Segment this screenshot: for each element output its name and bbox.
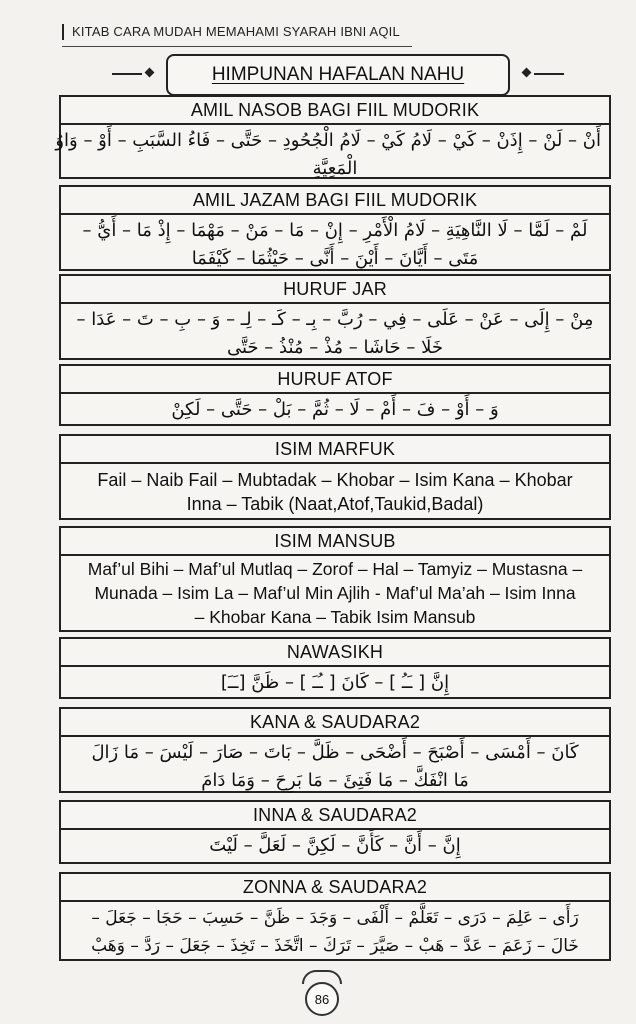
section-heading: HURUF ATOF [61,366,609,394]
header-rule [62,46,412,47]
section-line: مَتَى – أَيَّانَ – أَيْنَ – أَنَّى – حَيْثُمَا – كَيْفَمَا [191,248,479,269]
section-body [55,125,609,183]
section-line: مِنْ – إِلَى – عَنْ – عَلَى – فِي – رُبَّ – بِـ – كَـ – لِـ – وَ – بِ – تَ – عَدَا – [76,309,594,330]
section-amil-jazam [59,185,611,271]
section-body [61,737,609,795]
section-heading: ZONNA & SAUDARA2 [61,874,609,902]
section-body [61,830,609,860]
section-line: الْمَعِيَّةِ [312,158,358,179]
section-line: مَا انْفَكَّ – مَا فَتِئَ – مَا بَرِحَ – وَمَا دَامَ [201,770,469,791]
section-heading: HURUF JAR [61,276,609,304]
section-body [61,464,609,516]
section-line: أَنْ – لَنْ – إِذَنْ – كَيْ – لَامُ كَيْ – لَامُ الْجُحُودِ – حَتَّى – فَاءُ السَّبَبِ – أَوْ – وَاوُ [55,130,601,151]
section-heading: AMIL JAZAM BAGI FIIL MUDORIK [61,187,609,215]
section-heading: ISIM MARFUK [61,436,609,464]
section-line: Inna – Tabik (Naat,Atof,Taukid,Badal) [186,494,484,514]
section-line: Munada – Isim La – Maf’ul Min Ajlih - Maf’ul Ma’ah – Isim Inna [94,583,576,603]
section-line: رَأَى – عَلِمَ – دَرَى – تَعَلَّمْ – أَلْفَى – وَجَدَ – ظَنَّ – حَسِبَ – حَجَا – جَعَلَ – [91,908,579,928]
section-isim-mansub [59,526,611,632]
diamond-left-icon [145,68,155,78]
running-head: KITAB CARA MUDAH MEMAHAMI SYARAH IBNI AQIL [62,24,432,40]
section-line: إِنَّ – أَنَّ – كَأَنَّ – لَكِنَّ – لَعَلَّ – لَيْتَ [209,835,461,856]
section-inna-saudara [59,800,611,864]
section-huruf-jar [59,274,611,360]
section-isim-marfuk [59,434,611,520]
title-line-left [112,73,142,75]
diamond-right-icon [522,68,532,78]
section-line: خَلَا – حَاشَا – مُذْ – مُنْذُ – حَتَّى [227,337,443,358]
section-body [61,667,609,697]
section-line: إِنَّ [ ـَـُ ] – كَانَ [ ـُـَ ] – ظَنَّ [ـَـَ] [220,672,450,693]
section-line: كَانَ – أَمْسَى – أَصْبَحَ – أَضْحَى – ظَلَّ – بَاتَ – صَارَ – لَيْسَ – مَا زَالَ [91,742,579,763]
section-heading: AMIL NASOB BAGI FIIL MUDORIK [61,97,609,125]
section-kana-saudara [59,707,611,793]
title-banner [112,54,564,94]
page-footer [0,968,636,1024]
section-line: وَ – أَوْ – فَ – أَمْ – لَا – ثُمَّ – بَلْ – حَتَّى – لَكِنْ [171,399,499,420]
section-amil-nasob [55,95,611,179]
section-nawasikh [59,637,611,699]
section-heading: KANA & SAUDARA2 [61,709,609,737]
section-huruf-atof [59,364,611,426]
section-body [61,902,609,960]
section-body [61,556,609,629]
section-body [61,394,609,424]
section-heading: ISIM MANSUB [61,528,609,556]
section-line: Maf’ul Bihi – Maf’ul Mutlaq – Zorof – Hal – Tamyiz – Mustasna – [87,559,583,579]
page-title: HIMPUNAN HAFALAN NAHU [211,64,465,85]
title-line-right [534,73,564,75]
section-line: Fail – Naib Fail – Mubtadak – Khobar – Isim Kana – Khobar [97,470,573,490]
section-body [61,215,609,273]
title-box [166,54,510,96]
section-heading: INNA & SAUDARA2 [61,802,609,830]
section-line: – Khobar Kana – Tabik Isim Mansub [194,607,476,627]
section-heading: NAWASIKH [61,639,609,667]
section-line: خَالَ – زَعَمَ – عَدَّ – هَبْ – صَيَّرَ – تَرَكَ – اتَّخَذَ – تَخِذَ – جَعَلَ – رَدَّ – وَهَبْ [91,936,579,956]
section-body [61,304,609,362]
section-zonna-saudara [59,872,611,961]
section-line: لَمْ – لَمَّا – لَا النَّاهِيَةِ – لَامُ الْأَمْرِ – إِنْ – مَا – مَنْ – مَهْمَا – إِذْ مَا – أَيُّ – [82,220,588,241]
page-number: 86 [305,982,339,1016]
